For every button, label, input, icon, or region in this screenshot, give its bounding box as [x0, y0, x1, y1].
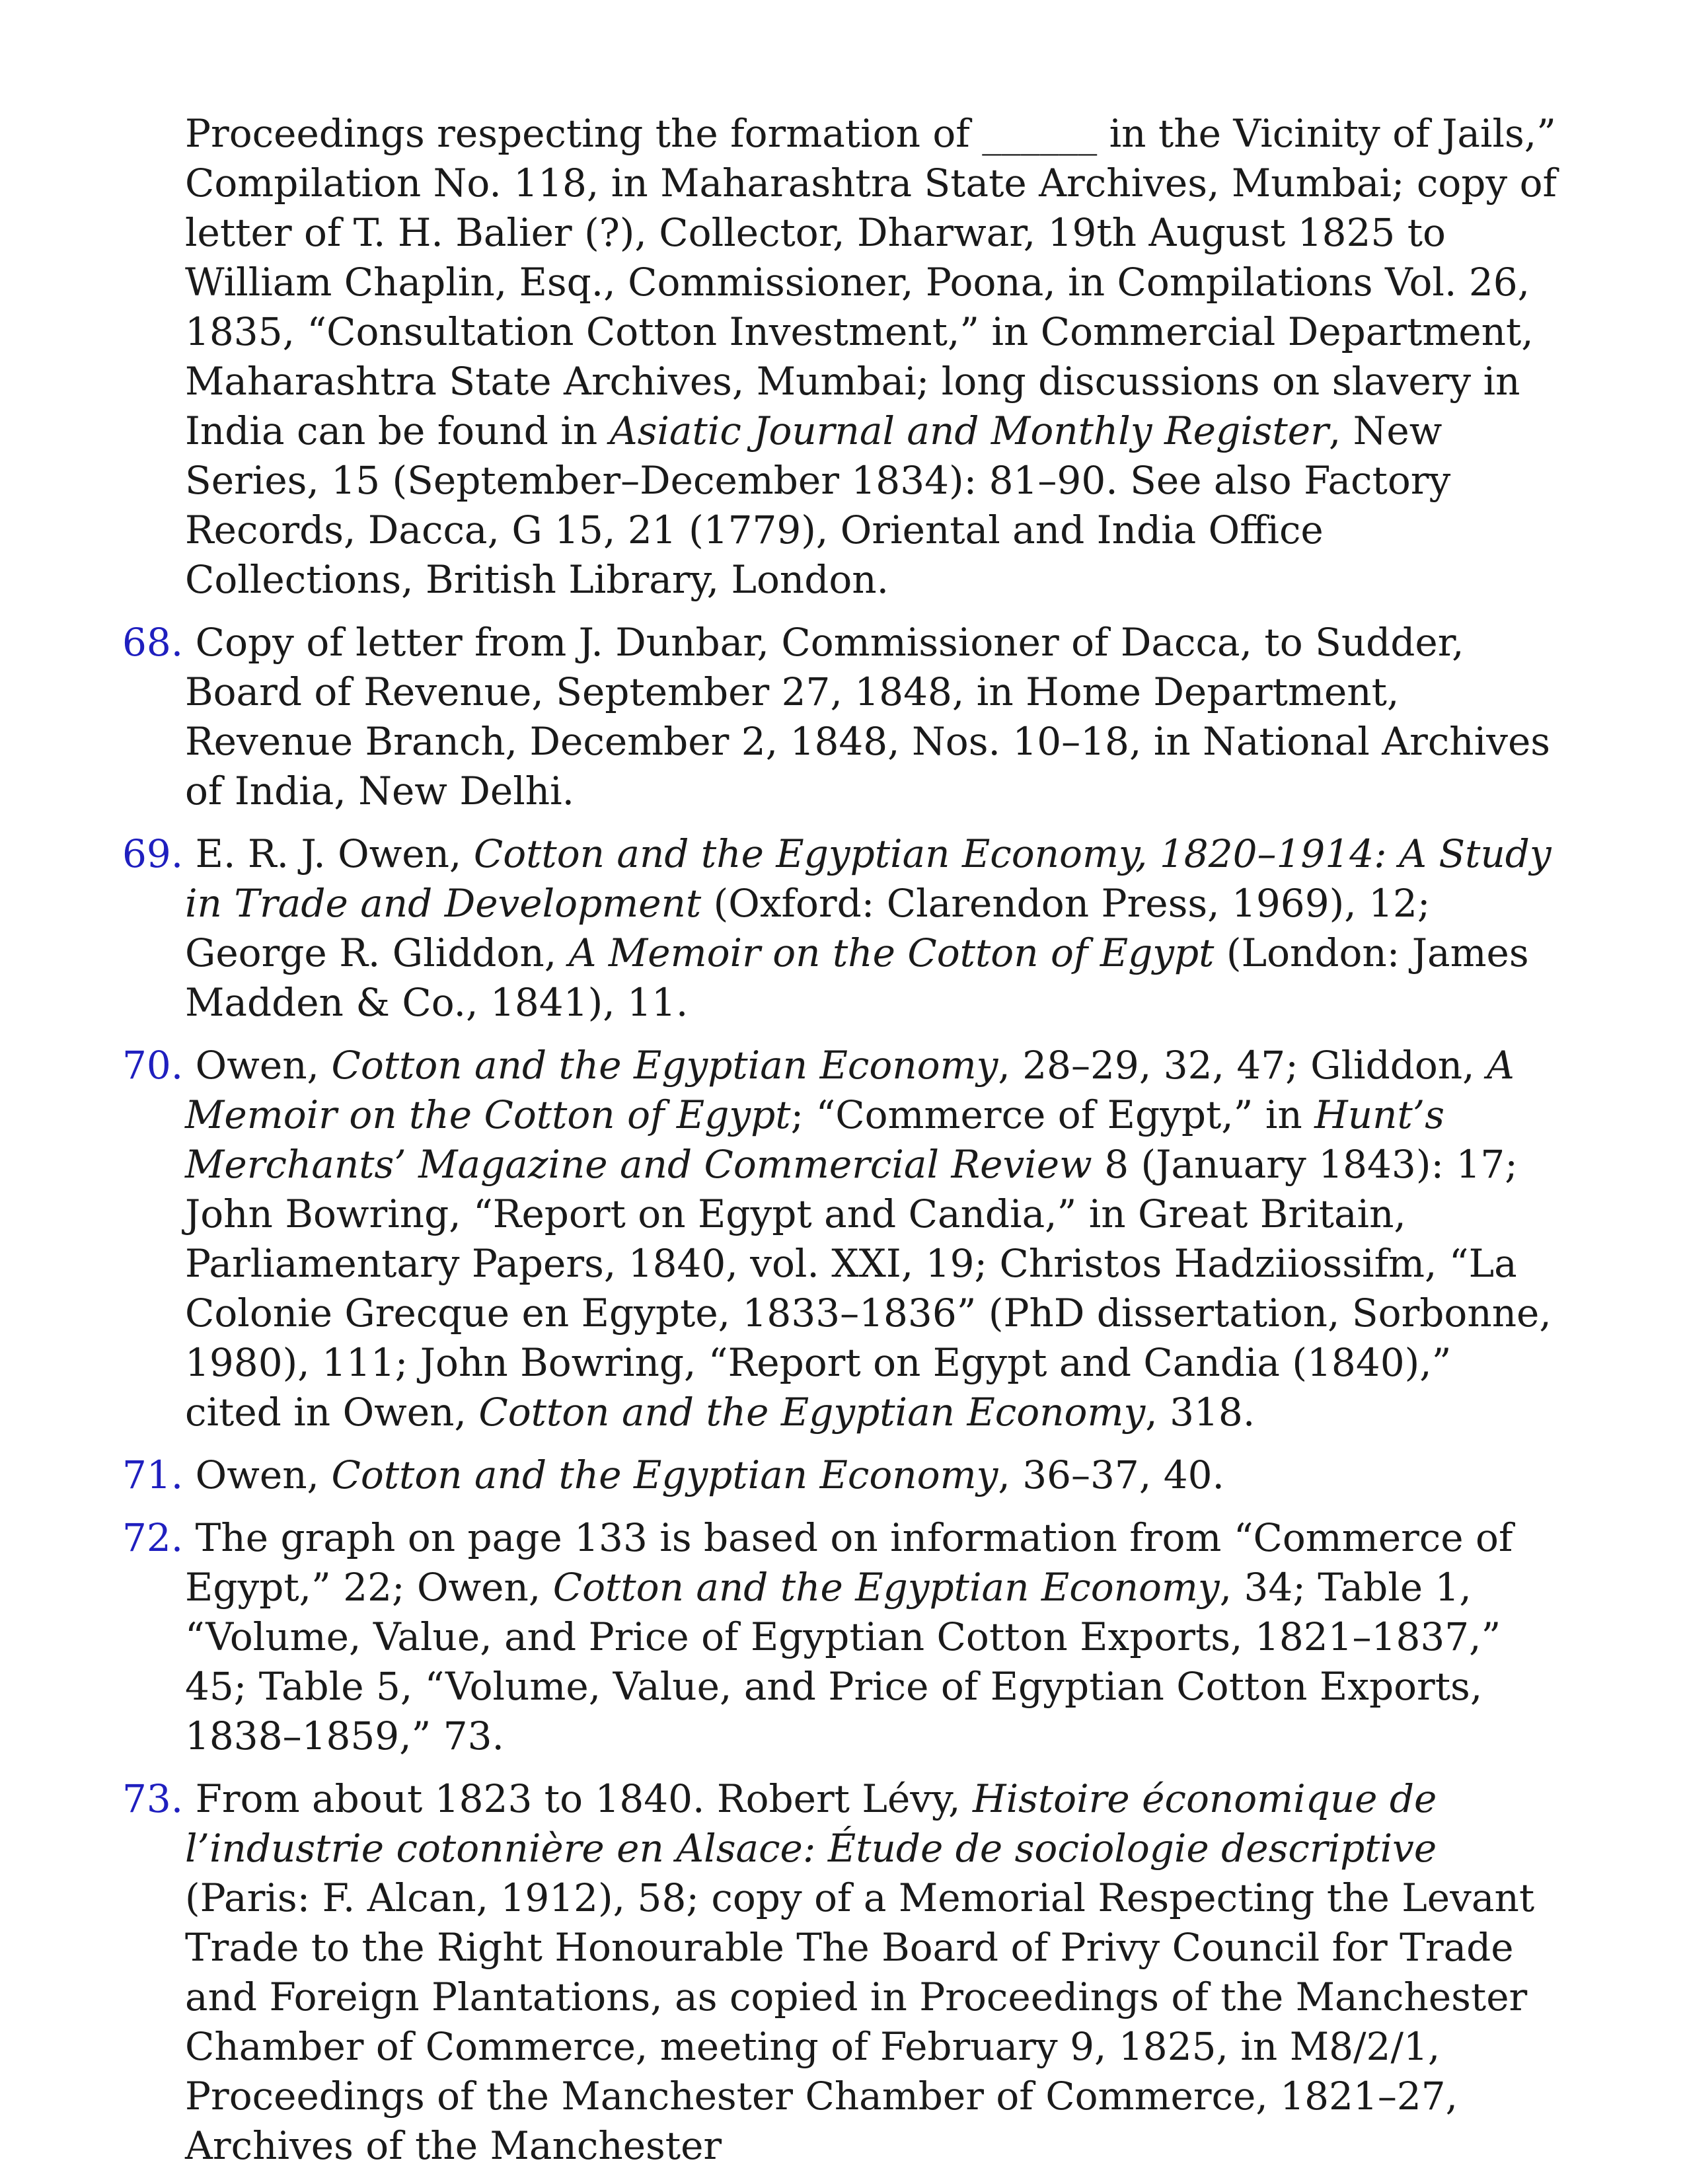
- note-text-italic: Cotton and the Egyptian Economy: [331, 1043, 998, 1088]
- note-text-italic: Cotton and the Egyptian Economy: [552, 1565, 1220, 1610]
- note-text: ; “Commerce of Egypt,” in: [790, 1092, 1315, 1137]
- note-text: Owen,: [183, 1043, 332, 1088]
- endnote-71: [122, 1450, 1559, 1500]
- note-text-italic: Cotton and the Egyptian Economy: [478, 1390, 1146, 1435]
- note-text-italic: Hunt’s Merchants’ Magazine and Commercial Review: [185, 1092, 1444, 1187]
- note-text-italic: Cotton and the Egyptian Economy, 1820–1914: A Study in Trade and Development: [185, 831, 1552, 926]
- endnote-number-link[interactable]: 73.: [122, 1776, 184, 1821]
- endnote-72: [122, 1513, 1559, 1761]
- note-text: (Oxford: Clarendon Press, 1969), 12; George R. Gliddon,: [185, 881, 1431, 975]
- note-text: From about 1823 to 1840. Robert Lévy,: [183, 1776, 973, 1821]
- note-text: (London: James Madden & Co., 1841), 11.: [185, 930, 1529, 1025]
- endnote-number-link[interactable]: 71.: [122, 1452, 184, 1497]
- note-text-italic: A Memoir on the Cotton of Egypt: [185, 1043, 1515, 1137]
- note-text: E. R. J. Owen,: [183, 831, 474, 876]
- endnote-69: [122, 829, 1559, 1028]
- note-text-italic: Cotton and the Egyptian Economy: [331, 1452, 998, 1497]
- note-text-italic: Histoire économique de l’industrie cotonnière en Alsace: Étude de sociologie descriptive: [185, 1776, 1437, 1871]
- endnote-67-continuation: [122, 109, 1559, 605]
- note-text: Copy of letter from J. Dunbar, Commissioner of Dacca, to Sudder, Board of Revenue, September 27, 1848, in Home Department, Revenue Branch, December 2, 1848, Nos. 10–18, in National Archives of India, New Delhi.: [183, 620, 1551, 813]
- note-text: , 28–29, 32, 47; Gliddon,: [998, 1043, 1487, 1088]
- note-text: , New Series, 15 (September–December 1834): 81–90. See also Factory Records, Dacca, G 15, 21 (1779), Oriental and India Office Collections, British Library, London.: [185, 408, 1451, 602]
- endnotes-page: [122, 109, 1559, 2184]
- endnote-73: [122, 1774, 1559, 2171]
- note-text: 8 (January 1843): 17; John Bowring, “Report on Egypt and Candia,” in Great Britain, Parliamentary Papers, 1840, vol. XXI, 19; Christos Hadziiossifm, “La Colonie Grecque en Egypte, 1833–1836” (PhD dissertation, Sorbonne, 1980), 111; John Bowring, “Report on Egypt and Candia (1840),” cited in Owen,: [185, 1142, 1552, 1435]
- endnote-number-link[interactable]: 72.: [122, 1515, 184, 1560]
- note-text-italic: A Memoir on the Cotton of Egypt: [568, 930, 1215, 975]
- endnote-68: [122, 618, 1559, 816]
- endnote-70: [122, 1041, 1559, 1437]
- note-text: Owen,: [183, 1452, 332, 1497]
- note-text-italic: Asiatic Journal and Monthly Register: [609, 408, 1329, 453]
- endnote-number-link[interactable]: 70.: [122, 1043, 184, 1088]
- endnote-number-link[interactable]: 68.: [122, 620, 184, 665]
- note-text: , 36–37, 40.: [998, 1452, 1224, 1497]
- endnote-number-link[interactable]: 69.: [122, 831, 184, 876]
- note-text: , 318.: [1145, 1390, 1255, 1435]
- note-text: The graph on page 133 is based on information from “Commerce of Egypt,” 22; Owen,: [183, 1515, 1513, 1610]
- note-text: Proceedings respecting the formation of ______ in the Vicinity of Jails,” Compilation No. 118, in Maharashtra State Archives, Mumbai; copy of letter of T. H. Balier (?), Collector, Dharwar, 19th August 1825 to William Chaplin, Esq., Commissioner, Poona, in Compilations Vol. 26, 1835, “Consultation Cotton Investment,” in Commercial Department, Maharashtra State Archives, Mumbai; long discussions on slavery in India can be found in: [185, 111, 1557, 453]
- note-text: , 34; Table 1, “Volume, Value, and Price of Egyptian Cotton Exports, 1821–1837,” 45; Table 5, “Volume, Value, and Price of Egyptian Cotton Exports, 1838–1859,” 73.: [185, 1565, 1501, 1758]
- note-text: (Paris: F. Alcan, 1912), 58; copy of a Memorial Respecting the Levant Trade to the Right Honourable The Board of Privy Council for Trade and Foreign Plantations, as copied in Proceedings of the Manchester Chamber of Commerce, meeting of February 9, 1825, in M8/2/1, Proceedings of the Manchester Chamber of Commerce, 1821–27, Archives of the Manchester: [185, 1875, 1535, 2168]
